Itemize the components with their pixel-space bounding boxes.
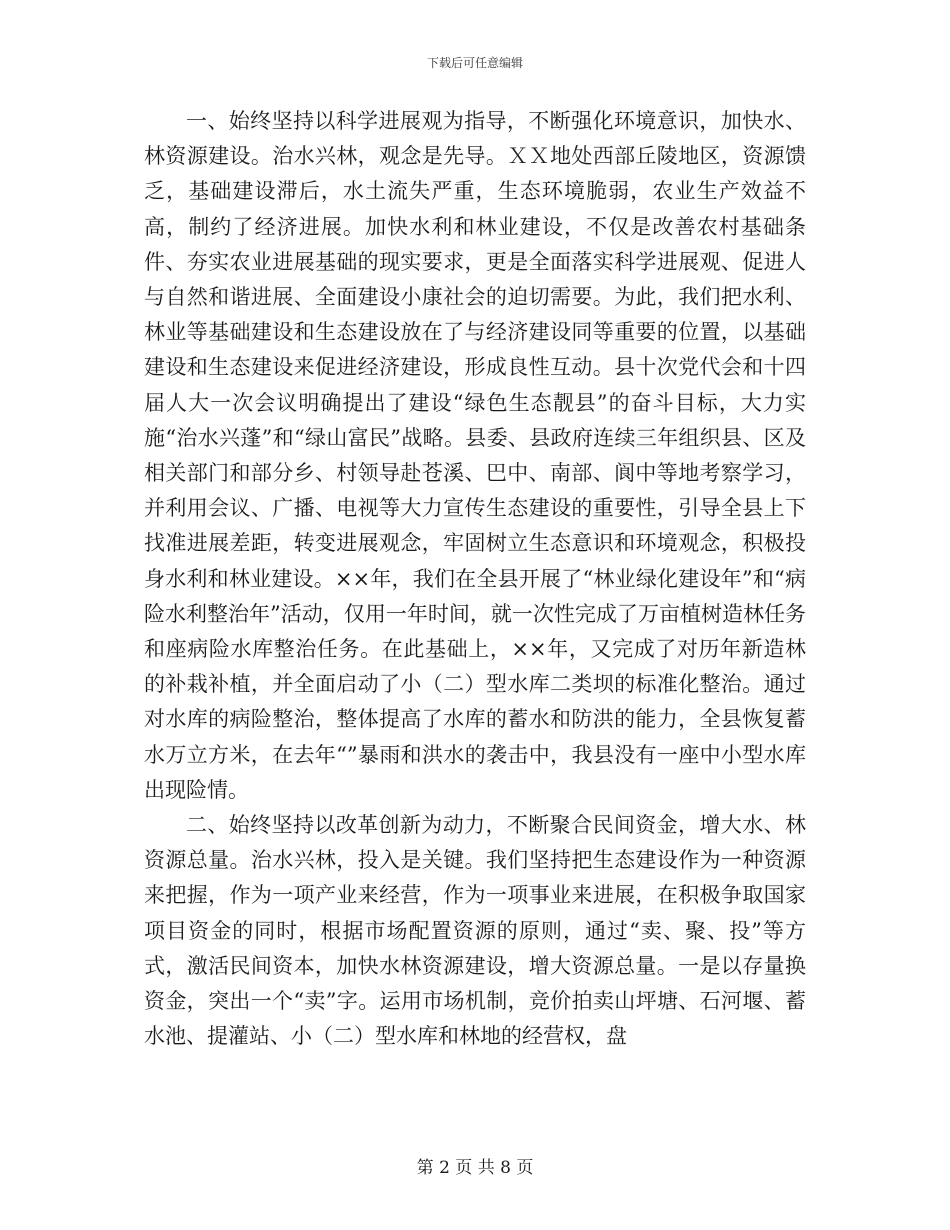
paragraph-2: 二、始终坚持以改革创新为动力，不断聚合民间资金，增大水、林资源总量。治水兴林，投入是关键。我们坚持把生态建设作为一种资源来把握，作为一项产业来经营，作为一项事业来进展，在积极争取国家项目资金的同时，根据市场配置资源的原则，通过“卖、聚、投”等方式，激活民间资本，加快水林资源建设，增大资源总量。一是以存量换资金，突出一个“卖”字。运用市场机制，竞价拍卖山坪塘、石河堰、蓄水池、提灌站、小（二）型水库和林地的经营权，盘 (144, 813, 806, 1049)
page-number: 第 2 页 共 8 页 (416, 1158, 534, 1178)
page-header: 下载后可任意编辑 (426, 56, 523, 70)
paragraph-1: 一、始终坚持以科学进展观为指导，不断强化环境意识，加快水、林资源建设。治水兴林，观念是先导。ＸＸ地处西部丘陵地区，资源馈乏，基础建设滞后，水土流失严重，生态环境脆弱，农业生产效益不高，制约了经济进展。加快水利和林业建设，不仅是改善农村基础条件、夯实农业进展基础的现实要求，更是全面落实科学进展观、促进人与自然和谐进展、全面建设小康社会的迫切需要。为此，我们把水利、林业等基础建设和生态建设放在了与经济建设同等重要的位置，以基础建设和生态建设来促进经济建设，形成良性互动。县十次党代会和十四届人大一次会议明确提出了建设“绿色生态靓县”的奋斗目标，大力实施“治水兴蓬”和“绿山富民”战略。县委、县政府连续三年组织县、区及相关部门和部分乡、村领导赴苍溪、巴中、南部、阆中等地考察学习，并利用会议、广播、电视等大力宣传生态建设的重要性，引导全县上下找准进展差距，转变进展观念，牢固树立生态意识和环境观念，积极投身水利和林业建设。××年，我们在全县开展了“林业绿化建设年”和“病险水利整治年”活动，仅用一年时间，就一次性完成了万亩植树造林任务和座病险水库整治任务。在此基础上，××年，又完成了对历年新造林的补栽补植，并全面启动了小（二）型水库二类坝的标准化整治。通过对水库的病险整治，整体提高了水库的蓄水和防洪的能力，全县恢复蓄水万立方米，在去年“”暴雨和洪水的袭击中，我县没有一座中小型水库出现险情。 (144, 109, 806, 802)
document-body (144, 104, 806, 1054)
